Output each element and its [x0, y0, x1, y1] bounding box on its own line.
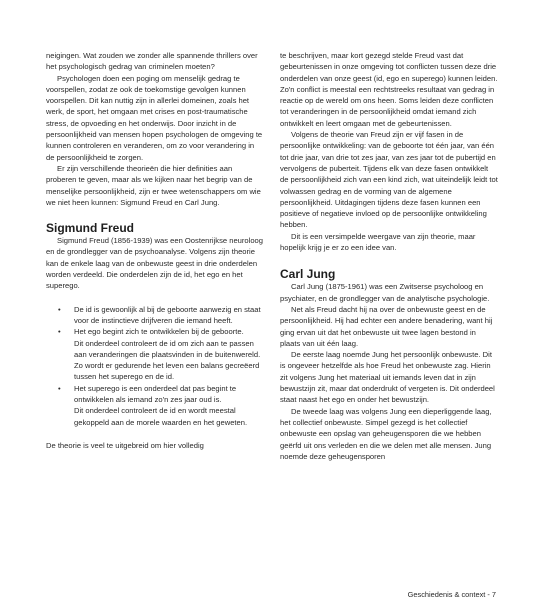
section-heading-freud: Sigmund Freud [46, 221, 134, 236]
bullet-list [46, 304, 264, 428]
paragraph: Net als Freud dacht hij na over de onbewuste geest en de persoonlijkheid. Hij had echter een andere benadering, want hij ging ervan uit dat het onbewuste uit twee lagen bestond in plaats van uit één laag. [280, 304, 493, 348]
paragraph: te beschrijven, maar kort gezegd stelde Freud vast dat gebeurtenissen in onze omgeving tot conflicten tussen deze drie onderdelen van onze geest (id, ego en superego) kunnen leiden. Zo'n conflict is meestal een rechtstreeks resultaat van gedrag in reactie op de wereld om ons heen. Soms leiden deze conflicten tot veranderingen in de persoonlijkheid omdat iemand zich ontwikkelt en leert omgaan met de gebeurtenissen. [280, 51, 498, 128]
right-column [280, 50, 498, 462]
list-item-text: Het superego is een onderdeel dat pas begint te ontwikkelen als iemand zo'n zes jaar oud is. [74, 383, 237, 405]
section-heading-jung: Carl Jung [280, 267, 336, 282]
paragraph: Carl Jung (1875-1961) was een Zwitserse psycholoog en psychiater, en de grondlegger van de analytische psychologie. [280, 282, 490, 303]
paragraph: De tweede laag was volgens Jung een dieperliggende laag, het collectief onbewuste. Simpel gezegd is het collectief onbewuste een opslag van geheugensporen die we hebben geërfd uit ons verleden en die we delen met alle mensen. Jung noemde deze geheugensporen [280, 406, 492, 461]
paragraph: neigingen. Wat zouden we zonder alle spannende thrillers over het psychologisch gedrag van criminelen moeten? [46, 51, 258, 72]
paragraph: Volgens de theorie van Freud zijn er vijf fasen in de persoonlijke ontwikkeling: van de geboorte tot één jaar, van één tot drie jaar, van drie tot zes jaar, van zes jaar tot de pubertijd en vervolgens de puberteit. Tijdens elk van deze fasen ontwikkelt de persoonlijkheid zich van een kind zich, wat uiteindelijk leidt tot volwassen gedrag en de vorming van de algemene persoonlijkheid. Uitdagingen tijdens deze fasen kunnen een positieve of negatieve invloed op de persoonlijke ontwikkeling hebben. [280, 130, 498, 230]
list-item-text: Het ego begint zich te ontwikkelen bij de geboorte. [74, 327, 244, 337]
bullet-icon: • [58, 304, 61, 314]
paragraph: Sigmund Freud (1856-1939) was een Oostenrijkse neuroloog en de grondlegger van de psychoanalyse. Volgens zijn theorie kan de enkele laag van de onbewuste geest in drie onderdelen worden verdeeld. Die onderdelen zijn de id, het ego en het superego. [46, 236, 263, 291]
list-item [46, 383, 264, 428]
paragraph: Dit is een versimpelde weergave van zijn theorie, maar hopelijk krijg je er zo een idee van. [280, 231, 476, 253]
paragraph: Er zijn verschillende theorieën die hier definities aan proberen te geven, maar als we kijken naar het begrip van de menselijke persoonlijkheid, zijn er twee wetenschappers om wie we niet heen kunnen: Sigmund Freud en Carl Jung. [46, 163, 261, 207]
paragraph: De theorie is veel te uitgebreid om hier volledig [46, 440, 204, 450]
list-item-subtext: Dit onderdeel controleert de id en wordt meestal gekoppeld aan de morele waarden en het geweten. [74, 406, 248, 427]
paragraph: Psychologen doen een poging om menselijk gedrag te voorspellen, zodat ze ook de toekomstige gevolgen kunnen voorspellen. Dit kan nuttig zijn in allerlei domeinen, zoals het werk, de sport, het omgaan met crises en post-traumatische stress, de opvoeding en het onderwijs. Door inzicht in de persoonlijkheid van mensen hopen psychologen de omgeving te kunnen controleren en veranderen, om zo voor verandering in de persoonlijkheid te zorgen. [46, 73, 263, 162]
list-item-subtext: Dit onderdeel controleert de id om zich aan te passen aan veranderingen die plaatsvinden in de buitenwereld. Zo wordt er gedurende het leven een balans gecreëerd tussen het superego en de id. [74, 338, 261, 382]
paragraph: De eerste laag noemde Jung het persoonlijk onbewuste. Dit is ongeveer hetzelfde als hoe Freud het onbewuste zag. Hierin zit volgens Jung het materiaal uit iemands leven dat in zijn bewustzijn zit, maar dat onderdrukt of vergeten is. Dit onderdeel staat naast het ego en onder het bewustzijn. [280, 350, 495, 405]
bullet-icon: • [58, 383, 61, 393]
list-item [46, 304, 264, 327]
list-item-text: De id is gewoonlijk al bij de geboorte aanwezig en staat voor de instinctieve drijfveren die iemand heeft. [74, 304, 261, 325]
left-column [46, 50, 264, 451]
page-footer: Geschiedenis & context - 7 [407, 590, 496, 599]
bullet-icon: • [58, 327, 61, 337]
list-item [46, 326, 264, 382]
